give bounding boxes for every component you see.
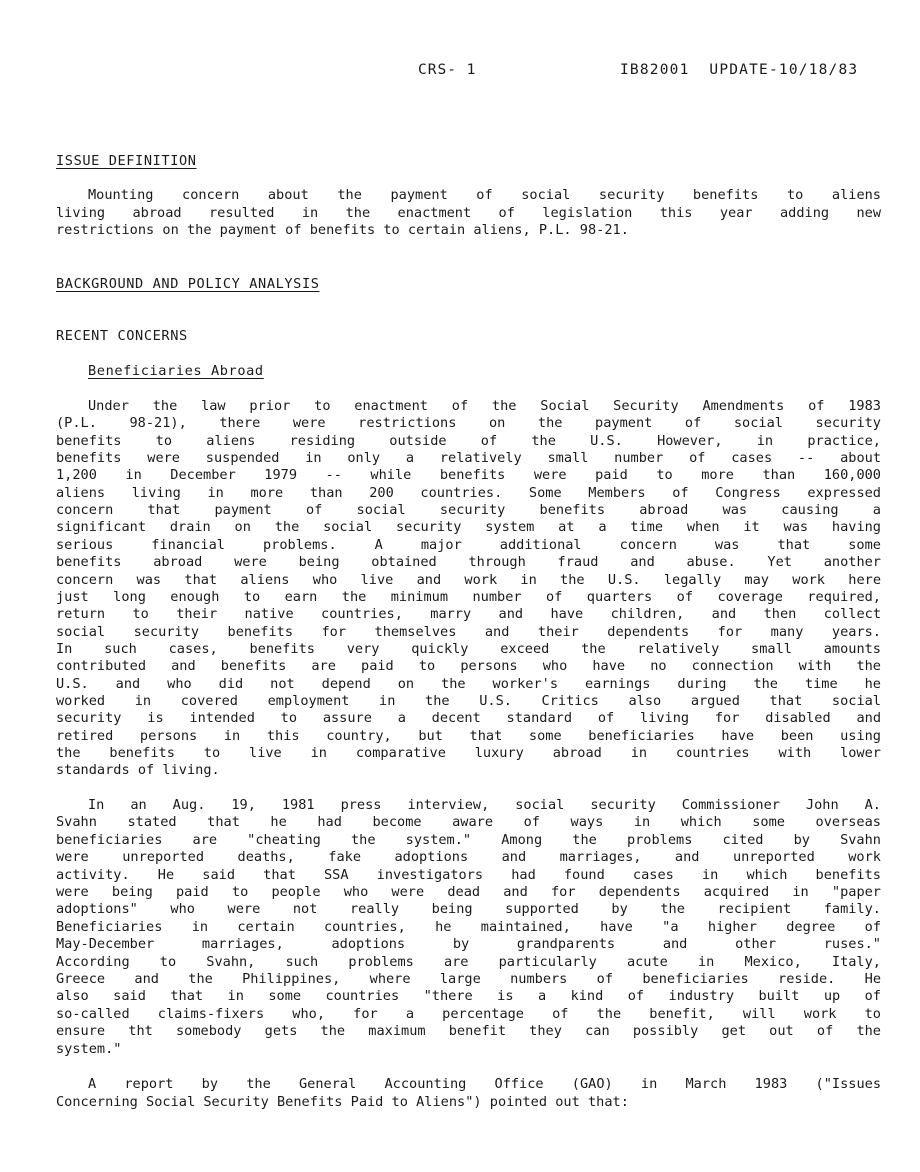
text-line: Greece and the Philippines, where large numbers of beneficiaries reside. He	[56, 971, 881, 987]
beneficiaries-abroad-heading: Beneficiaries Abroad	[88, 363, 264, 379]
text-line: A report by the General Accounting Office (GAO) in March 1983 ("Issues	[88, 1076, 881, 1092]
text-line: serious financial problems. A major additional concern was that some	[56, 536, 881, 553]
text-line: May-December marriages, adoptions by grandparents and other ruses."	[56, 936, 881, 953]
text-line: Under the law prior to enactment of the Social Security Amendments of 1983	[88, 398, 881, 414]
text-line: system."	[56, 1040, 122, 1057]
text-line: In such cases, benefits very quickly exceed the relatively small amounts	[56, 640, 881, 657]
text-line: also said that in some countries "there is a kind of industry built up of	[56, 988, 881, 1005]
text-line: Concerning Social Security Benefits Paid to Aliens") pointed out that:	[56, 1093, 629, 1110]
text-line: restrictions on the payment of benefits to certain aliens, P.L. 98-21.	[56, 222, 629, 239]
text-line: worked in covered employment in the U.S. Critics also argued that social	[56, 692, 881, 709]
text-line: concern that payment of social security benefits abroad was causing a	[56, 502, 881, 519]
doc-id-update	[620, 62, 858, 78]
doc-id: IB82001	[620, 62, 690, 78]
recent-concerns-heading: RECENT CONCERNS	[56, 328, 188, 344]
text-line: beneficiaries are "cheating the system." Among the problems cited by Svahn	[56, 831, 881, 848]
text-line: standards of living.	[56, 762, 220, 779]
text-line: benefits were suspended in only a relatively small number of cases -- about	[56, 450, 881, 467]
text-line: activity. He said that SSA investigators had found cases in which benefits	[56, 866, 881, 883]
text-line: U.S. and who did not depend on the worker's earnings during the time he	[56, 675, 881, 692]
issue-definition-heading: ISSUE DEFINITION	[56, 153, 197, 169]
text-line: Beneficiaries in certain countries, he maintained, have "a higher degree of	[56, 918, 881, 935]
text-line: so-called claims-fixers who, for a percentage of the benefit, will work to	[56, 1005, 881, 1022]
text-line: benefits abroad were being obtained through fraud and abuse. Yet another	[56, 554, 881, 571]
text-line: adoptions" who were not really being supported by the recipient family.	[56, 901, 881, 918]
text-line: were being paid to people who were dead and for dependents acquired in "paper	[56, 884, 881, 900]
text-line: retired persons in this country, but that some beneficiaries have been using	[56, 727, 881, 744]
text-line: (P.L. 98-21), there were restrictions on the payment of social security	[56, 415, 881, 432]
page-label: CRS- 1	[418, 62, 477, 78]
text-line: security is intended to assure a decent standard of living for disabled and	[56, 710, 881, 727]
text-line: contributed and benefits are paid to persons who have no connection with the	[56, 658, 881, 675]
text-line: concern was that aliens who live and work in the U.S. legally may work here	[56, 571, 881, 588]
text-line: In an Aug. 19, 1981 press interview, social security Commissioner John A.	[88, 797, 881, 813]
text-line: significant drain on the social security system at a time when it was having	[56, 519, 881, 536]
text-line: According to Svahn, such problems are particularly acute in Mexico, Italy,	[56, 953, 881, 970]
text-line: just long enough to earn the minimum number of quarters of coverage required,	[56, 588, 881, 605]
text-line: return to their native countries, marry and have children, and then collect	[56, 606, 881, 623]
text-line: 1,200 in December 1979 -- while benefits were paid to more than 160,000	[56, 467, 881, 484]
text-line: were unreported deaths, fake adoptions and marriages, and unreported work	[56, 849, 881, 866]
text-line: social security benefits for themselves and their dependents for many years.	[56, 623, 881, 640]
update-date: UPDATE-10/18/83	[709, 62, 859, 78]
text-line: Svahn stated that he had become aware of ways in which some overseas	[56, 814, 881, 831]
text-line: Mounting concern about the payment of social security benefits to aliens	[88, 187, 881, 203]
text-line: aliens living in more than 200 countries. Some Members of Congress expressed	[56, 484, 881, 501]
background-heading: BACKGROUND AND POLICY ANALYSIS	[56, 276, 320, 292]
text-line: the benefits to live in comparative luxury abroad in countries with lower	[56, 745, 881, 761]
text-line: benefits to aliens residing outside of the U.S. However, in practice,	[56, 432, 881, 449]
text-line: ensure tht somebody gets the maximum benefit they can possibly get out of the	[56, 1023, 881, 1040]
text-line: living abroad resulted in the enactment of legislation this year adding new	[56, 204, 881, 221]
